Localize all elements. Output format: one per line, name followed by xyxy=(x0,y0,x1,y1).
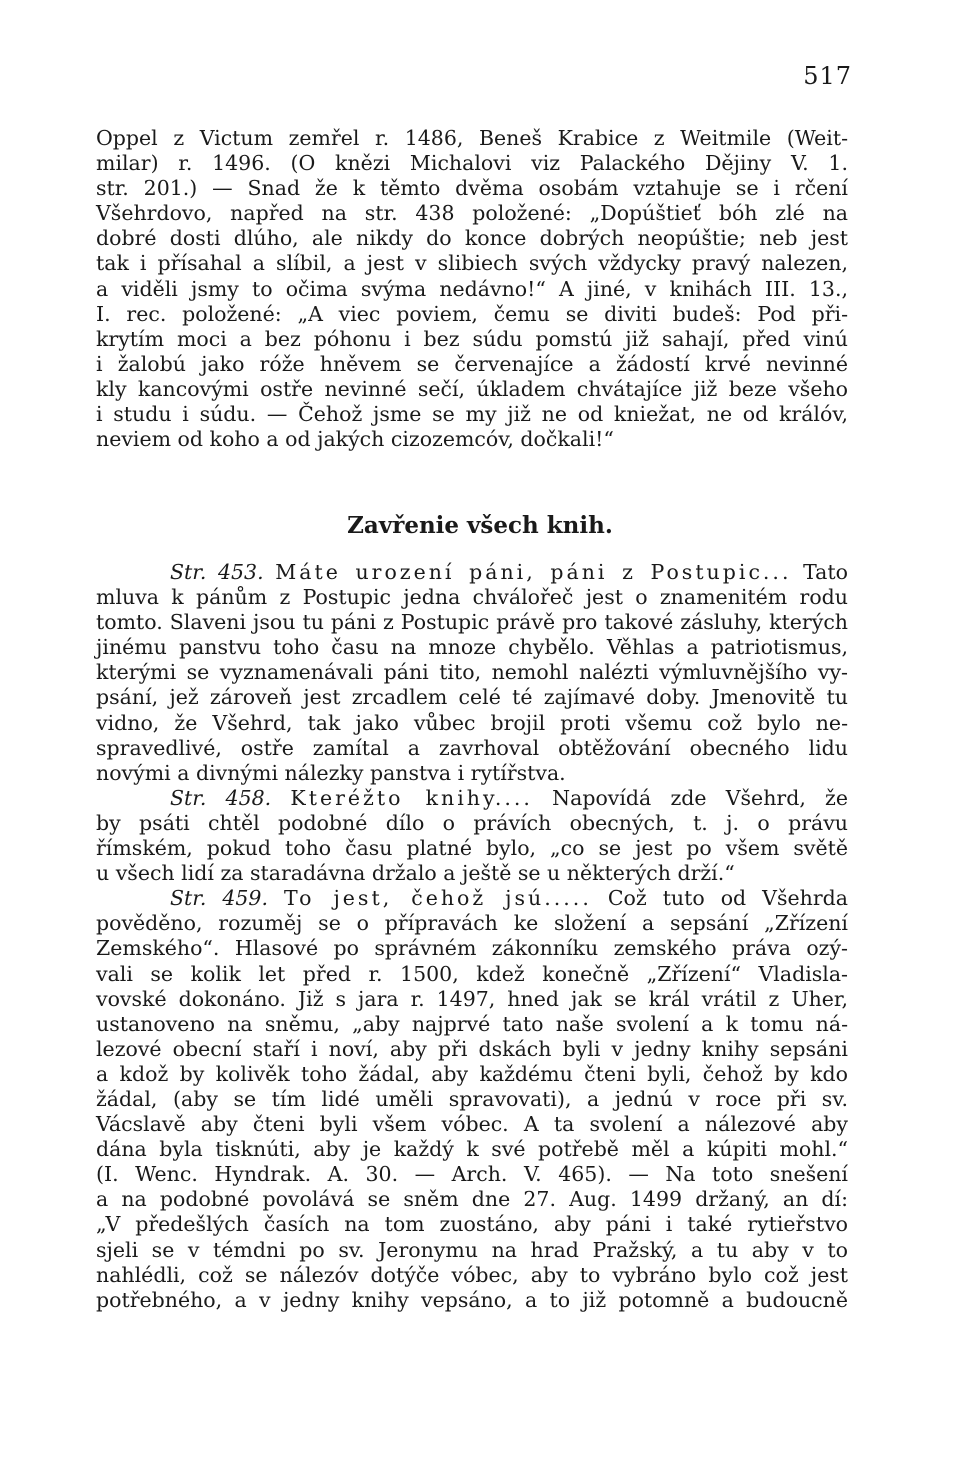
text-line: a kdož by kolivěk toho žádal, aby každému čteni byli, čehož by kdo xyxy=(96,1061,848,1086)
text-line: Vácslavě aby čteni byli všem vóbec. A ta svolení a nálezové aby xyxy=(96,1112,848,1137)
page-reference: Str. 458. xyxy=(170,785,272,810)
text-line: a na podobné povolává se sněm dne 27. Aug. 1499 držaný, an dí: xyxy=(96,1187,848,1212)
text-line: Zemského“. Hlasové po správném zákonníku zemského práva ozý- xyxy=(96,936,848,961)
text-line: potřebného, a v jedny knihy vepsáno, a to již potomně a budoucně xyxy=(96,1287,848,1312)
text-line: kly kancovými ostře nevinné sečí, úkladem chvátajíce již beze všeho xyxy=(96,376,848,401)
text-line: tomto. Slaveni jsou tu páni z Postupic právě pro takové zásluhy, kterých xyxy=(96,610,848,635)
text-fragment: Napovídá zde Všehrd, že xyxy=(552,785,848,810)
text-line: nahlédli, což se nálezóv dotýče vóbec, aby to vybráno bylo což jest xyxy=(96,1262,848,1287)
page-number: 517 xyxy=(803,62,852,90)
text-line: spravedlivé, ostře zamítal a zavrhoval obtěžování obecného lidu xyxy=(96,735,848,760)
section-body xyxy=(96,560,848,1313)
text-line: sjeli se v témdni po sv. Jeronymu na hrad Pražský, a tu aby v to xyxy=(96,1237,848,1262)
text-line: vidno, že Všehrd, tak jako vůbec brojil proti všemu což bylo ne- xyxy=(96,710,848,735)
text-line: mluva k pánům z Postupic jedna chválořeč jest o znamenitém rodu xyxy=(96,585,848,610)
text-line: str. 201.) — Snad že k těmto dvěma osobám vztahuje se i rčení xyxy=(96,176,848,201)
text-line: pověděno, rozuměj se o přípravách ke složení a sepsání „Zřízení xyxy=(96,911,848,936)
page-reference: Str. 453. xyxy=(170,560,264,584)
text-line: vali se kolik let před r. 1500, kdež konečně „Zřízení“ Vladisla- xyxy=(96,961,848,986)
text-line: i studu i súdu. — Čehož jsme se my již ne od kniežat, ne od králóv, xyxy=(96,402,848,427)
text-fragment: Což tuto od Všehrda xyxy=(607,886,848,911)
text-line: a viděli jsmy to očima svýma nedávno!“ A jiné, v knihách III. 13., xyxy=(96,276,848,301)
text-line: tak i přísahal a slíbil, a jest v slibiech svých vždycky pravý nalezen, xyxy=(96,251,848,276)
text-line: psání, jež zároveň jest zrcadlem celé té zajímavé doby. Jmenovitě tu xyxy=(96,685,848,710)
paragraph-continuation xyxy=(96,126,848,452)
text-line: I. rec. položené: „A viec poviem, čemu se diviti budeš: Pod při- xyxy=(96,301,848,326)
entry-first-line xyxy=(96,786,848,811)
entry-first-line xyxy=(96,886,848,911)
text-line: kterými se vyznamenávali páni tito, nemohl nalézti výmluvnějšího vy- xyxy=(96,660,848,685)
text-line: jinému panstvu toho času na mnoze chybělo. Věhlas a patriotismus, xyxy=(96,635,848,660)
text-line: i žalobú jako róže hněvem se červenajíce a žádostí krvé nevinné xyxy=(96,351,848,376)
text-line: (I. Wenc. Hyndrak. A. 30. — Arch. V. 465). — Na toto snešení xyxy=(96,1162,848,1187)
text-line: dobré dosti dlúho, ale nikdy do konce dobrých neopúštie; neb jest xyxy=(96,226,848,251)
quoted-phrase: To jest, čehož jsú..... xyxy=(284,886,592,911)
text-fragment: Tato xyxy=(803,560,848,584)
entry-first-line xyxy=(96,560,848,585)
text-line: novými a divnými nálezky panstva i rytířstva. xyxy=(96,760,566,785)
text-line: ustanoveno na sněmu, „aby najprvé tato naše svolení a k tomu ná- xyxy=(96,1011,848,1036)
text-line: Oppel z Victum zemřel r. 1486, Beneš Krabice z Weitmile (Weit- xyxy=(96,126,848,150)
text-line: by psáti chtěl podobné dílo o právích obecných, t. j. o právu xyxy=(96,810,848,835)
text-line: vovské dokonáno. Již s jara r. 1497, hned jak se král vrátil z Uher, xyxy=(96,986,848,1011)
text-line: Všehrdovo, napřed na str. 438 položené: „Dopúštieť bóh zlé na xyxy=(96,201,848,226)
section-heading: Zavřenie všech knih. xyxy=(347,512,613,539)
text-line: krytím moci a bez póhonu i bez súdu pomstú již sahají, před vinú xyxy=(96,326,848,351)
text-line: lezové obecní staří i noví, aby při dskách byli v jedny knihy sepsáni xyxy=(96,1036,848,1061)
quoted-phrase: Máte urození páni, páni z Postupic... xyxy=(275,560,792,584)
page-reference: Str. 459. xyxy=(170,886,268,911)
text-line: u všech lidí za staradávna držalo a ještě se u některých drží.“ xyxy=(96,861,735,886)
quoted-phrase: Kteréžto knihy.... xyxy=(290,785,533,810)
text-line: neviem od koho a od jakých cizozemcóv, dočkali!“ xyxy=(96,427,614,452)
text-line: římském, pokud toho času platné bylo, „co se jest po všem světě xyxy=(96,836,848,861)
text-line: žádal, (aby se tím lidé uměli spravovati), a jednú v roce při sv. xyxy=(96,1086,848,1111)
text-line: „V předešlých časích na tom zuostáno, aby páni i také rytieřstvo xyxy=(96,1212,848,1237)
text-line: milar) r. 1496. (O knězi Michalovi viz Palackého Dějiny V. 1. xyxy=(96,151,848,176)
text-line: dána byla tisknúti, aby je každý k své potřebě měl a kúpiti mohl.“ xyxy=(96,1137,848,1162)
